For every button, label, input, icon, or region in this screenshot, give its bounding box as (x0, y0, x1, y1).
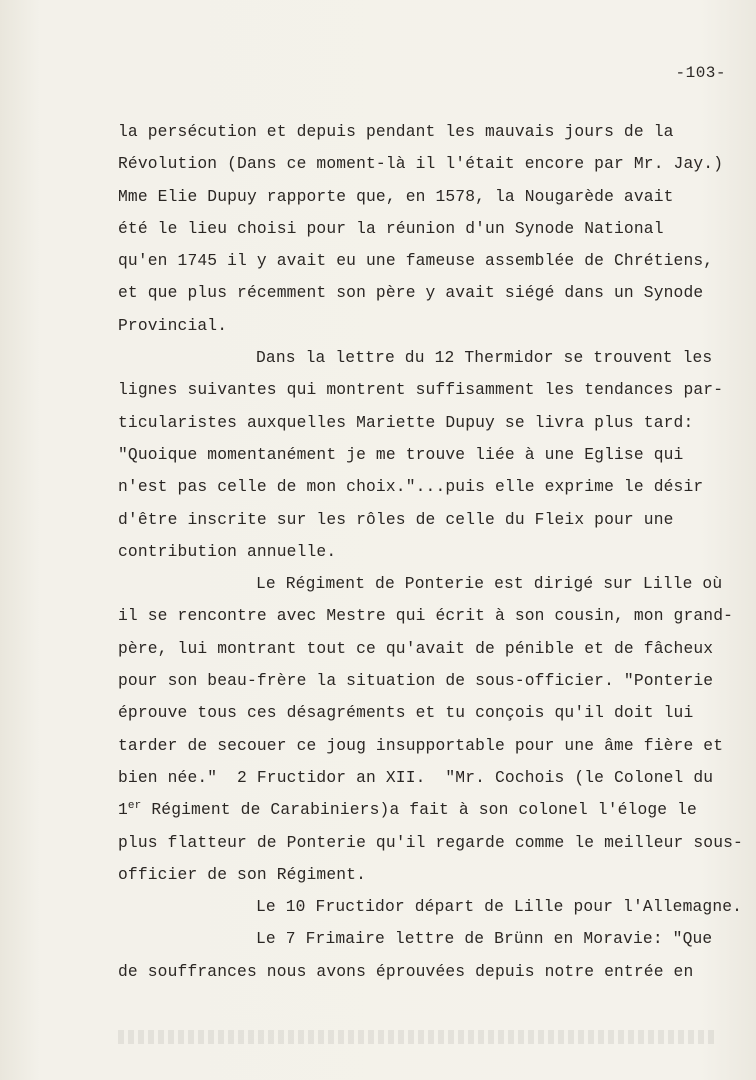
text-line-rest: Régiment de Carabiniers)a fait à son colonel l'éloge le (151, 800, 697, 820)
text-line: Provincial. (118, 315, 228, 335)
paragraph-start-line: Le 7 Frimaire lettre de Brünn en Moravie: "Que (256, 929, 713, 949)
text-line: éprouve tous ces désagréments et tu conçois qu'il doit lui (118, 703, 694, 723)
text-line-ordinal (118, 794, 738, 826)
text-line: la persécution et depuis pendant les mauvais jours de la (118, 122, 674, 141)
text-line: officier de son Régiment. (118, 864, 367, 884)
text-line: pour son beau-frère la situation de sous-officier. "Ponterie (118, 671, 714, 691)
bleed-through-text (118, 1030, 718, 1044)
text-line: il se rencontre avec Mestre qui écrit à son cousin, mon grand- (118, 606, 734, 626)
text-line: ticularistes auxquelles Mariette Dupuy se livra plus tard: (118, 412, 694, 432)
text-line: père, lui montrant tout ce qu'avait de pénible et de fâcheux (118, 638, 714, 658)
text-line: bien née." 2 Fructidor an XII. "Mr. Cochois (le Colonel du (118, 767, 714, 787)
text-line: Mme Elie Dupuy rapporte que, en 1578, la Nougarède avait (118, 186, 674, 206)
text-line: et que plus récemment son père y avait siégé dans un Synode (118, 283, 704, 303)
text-line: contribution annuelle. (118, 541, 337, 561)
text-line: "Quoique momentanément je me trouve liée à une Eglise qui (118, 444, 684, 464)
text-line: d'être inscrite sur les rôles de celle du Fleix pour une (118, 509, 674, 529)
text-line: de souffrances nous avons éprouvées depuis notre entrée en (118, 961, 694, 981)
text-line: Révolution (Dans ce moment-là il l'était encore par Mr. Jay.) (118, 154, 724, 174)
text-line: été le lieu choisi pour la réunion d'un Synode National (118, 218, 664, 238)
text-line: qu'en 1745 il y avait eu une fameuse assemblée de Chrétiens, (118, 251, 714, 271)
text-line: plus flatteur de Ponterie qu'il regarde comme le meilleur sous- (118, 832, 743, 852)
paragraph-start-line: Le 10 Fructidor départ de Lille pour l'Allemagne. (256, 897, 743, 917)
text-line: lignes suivantes qui montrent suffisamment les tendances par- (118, 380, 724, 400)
paragraph-start-line: Le Régiment de Ponterie est dirigé sur Lille où (256, 574, 723, 594)
text-line: n'est pas celle de mon choix."...puis elle exprime le désir (118, 477, 704, 497)
page-number: -103- (675, 64, 726, 82)
text-line: tarder de secouer ce joug insupportable pour une âme fière et (118, 735, 724, 755)
body-text (118, 116, 743, 988)
ordinal-superscript: er (127, 800, 142, 813)
ordinal-number: 1 (118, 800, 128, 820)
paragraph-start-line: Dans la lettre du 12 Thermidor se trouvent les (256, 348, 713, 368)
